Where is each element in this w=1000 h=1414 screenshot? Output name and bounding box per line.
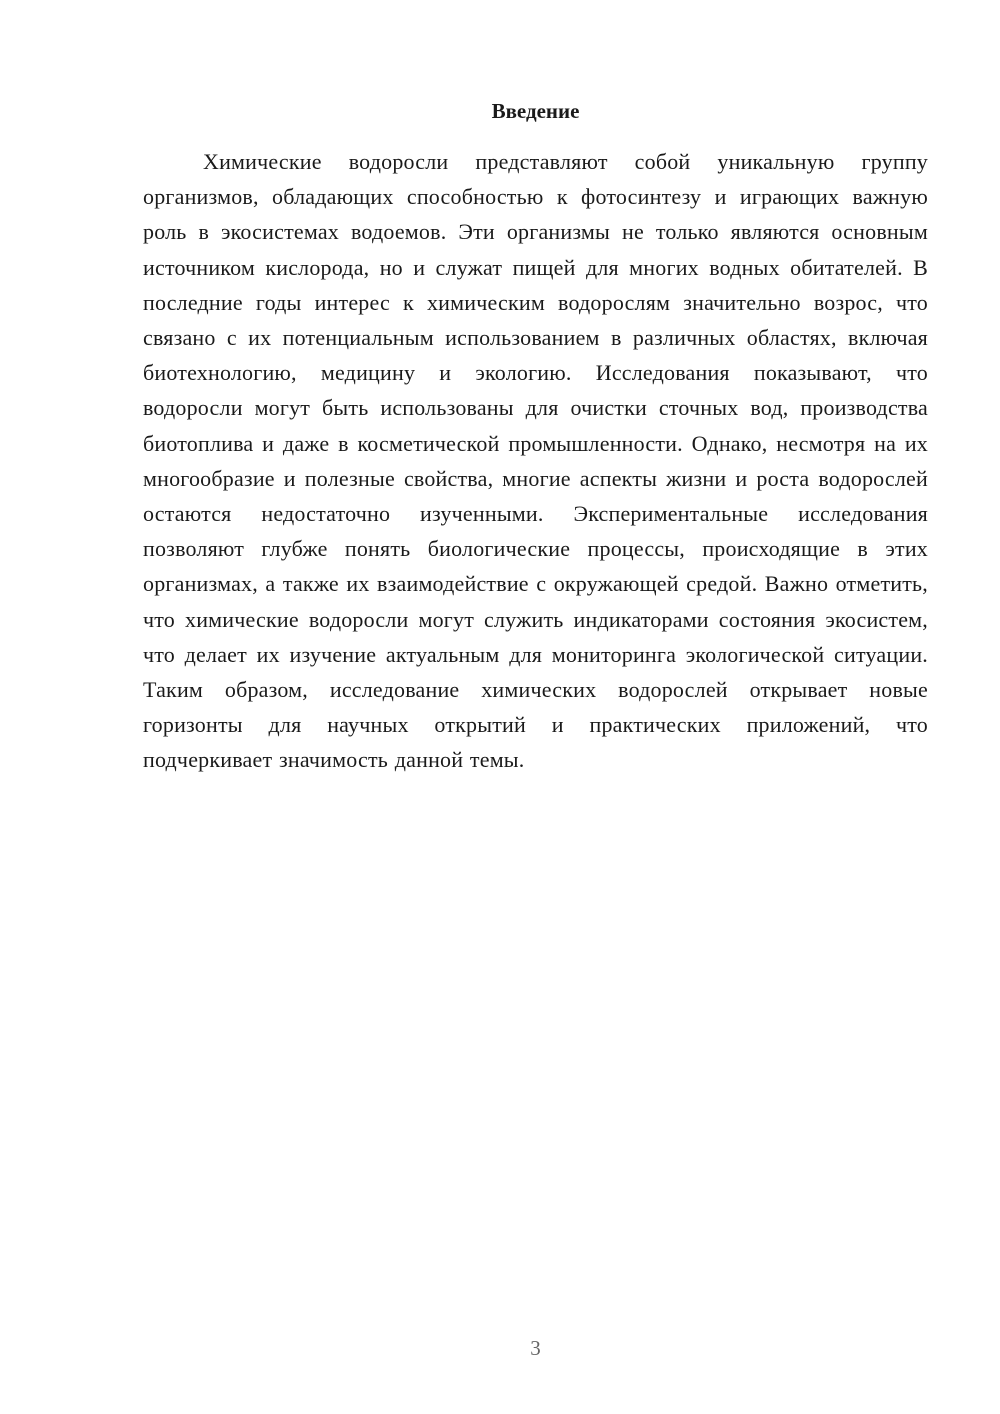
page-number: 3 [530,1336,541,1360]
introduction-paragraph: Химические водоросли представляют собой уникальную группу организмов, обладающих способностью к фотосинтезу и играющих важную роль в экосистемах водоемов. Эти организмы не только являются основным источником кислорода, но и служат пищей для многих водных обитателей. В последние годы интерес к химическим водорослям значительно возрос, что связано с их потенциальным использованием в различных областях, включая биотехнологию, медицину и экологию. Исследования показывают, что водоросли могут быть использованы для очистки сточных вод, производства биотоплива и даже в косметической промышленности. Однако, несмотря на их многообразие и полезные свойства, многие аспекты жизни и роста водорослей остаются недостаточно изученными. Экспериментальные исследования позволяют глубже понять биологические процессы, происходящие в этих организмах, а также их взаимодействие с окружающей средой. Важно отметить, что химические водоросли могут служить индикаторами состояния экосистем, что делает их изучение актуальным для мониторинга экологической ситуации. Таким образом, исследование химических водорослей открывает новые горизонты для научных открытий и практических приложений, что подчеркивает значимость данной темы. [143,149,928,773]
section-heading: Введение [491,99,580,123]
